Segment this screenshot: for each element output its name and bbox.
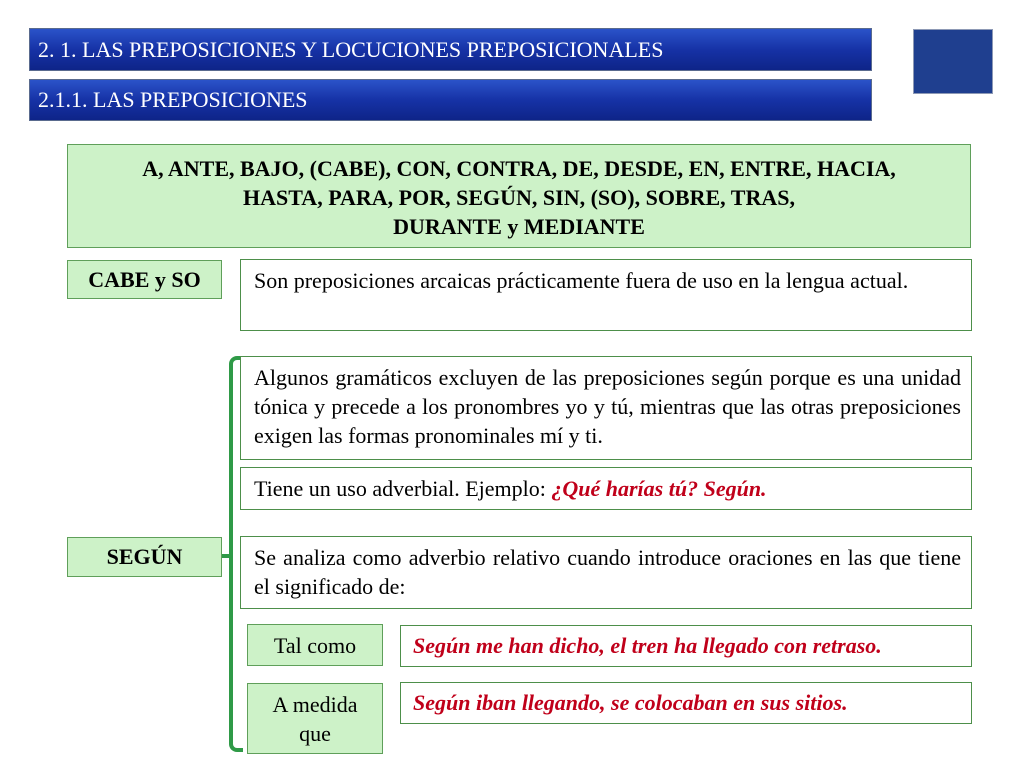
meaning-example-tal-como-text: Según me han dicho, el tren ha llegado con retraso. (413, 633, 882, 658)
meaning-example-tal-como (400, 625, 972, 667)
segun-note-adverbial-text: Tiene un uso adverbial. Ejemplo: (254, 476, 552, 501)
section-title-text: 2. 1. LAS PREPOSICIONES Y LOCUCIONES PREPOSICIONALES (38, 36, 664, 62)
cabe-so-description-text: Son preposiciones arcaicas prácticamente fuera de uso en la lengua actual. (254, 268, 909, 293)
cabe-so-label-text: CABE y SO (88, 266, 201, 292)
preposition-list-box (67, 144, 971, 248)
segun-note-tonic-text: Algunos gramáticos excluyen de las preposiciones según porque es una unidad tónica y precede a los pronombres yo y tú, mientras que las otras preposiciones exigen las formas pronominales mí y ti. (254, 365, 961, 448)
subsection-title-text: 2.1.1. LAS PREPOSICIONES (38, 87, 308, 112)
preposition-list-line-1: A, ANTE, BAJO, (CABE), CON, CONTRA, DE, DESDE, EN, ENTRE, HACIA, (142, 156, 896, 181)
segun-note-tonic (240, 356, 972, 460)
segun-note-relative (240, 536, 972, 609)
meaning-label-a-medida-que-text: A medida que (272, 691, 358, 746)
preposition-list-line-3: DURANTE y MEDIANTE (393, 214, 645, 239)
segun-label-text: SEGÚN (106, 544, 183, 569)
segun-note-relative-text: Se analiza como adverbio relativo cuando introduce oraciones en las que tiene el significado de: (254, 545, 961, 599)
meaning-example-a-medida-que-text: Según iban llegando, se colocaban en sus sitios. (413, 690, 848, 715)
segun-note-adverbial (240, 467, 972, 510)
segun-adverbial-example: ¿Qué harías tú? Según. (551, 476, 767, 501)
segun-label (67, 537, 222, 577)
preposition-list-line-2: HASTA, PARA, POR, SEGÚN, SIN, (SO), SOBRE, TRAS, (243, 185, 795, 210)
section-title (29, 28, 872, 71)
segun-bracket-connector (222, 554, 233, 558)
meaning-example-a-medida-que (400, 682, 972, 724)
cabe-so-description (240, 259, 972, 331)
subsection-title (29, 79, 872, 121)
meaning-label-a-medida-que (247, 683, 383, 754)
decorative-square (913, 29, 993, 94)
meaning-label-tal-como-text: Tal como (273, 632, 357, 658)
cabe-so-label (67, 260, 222, 299)
meaning-label-tal-como (247, 624, 383, 666)
